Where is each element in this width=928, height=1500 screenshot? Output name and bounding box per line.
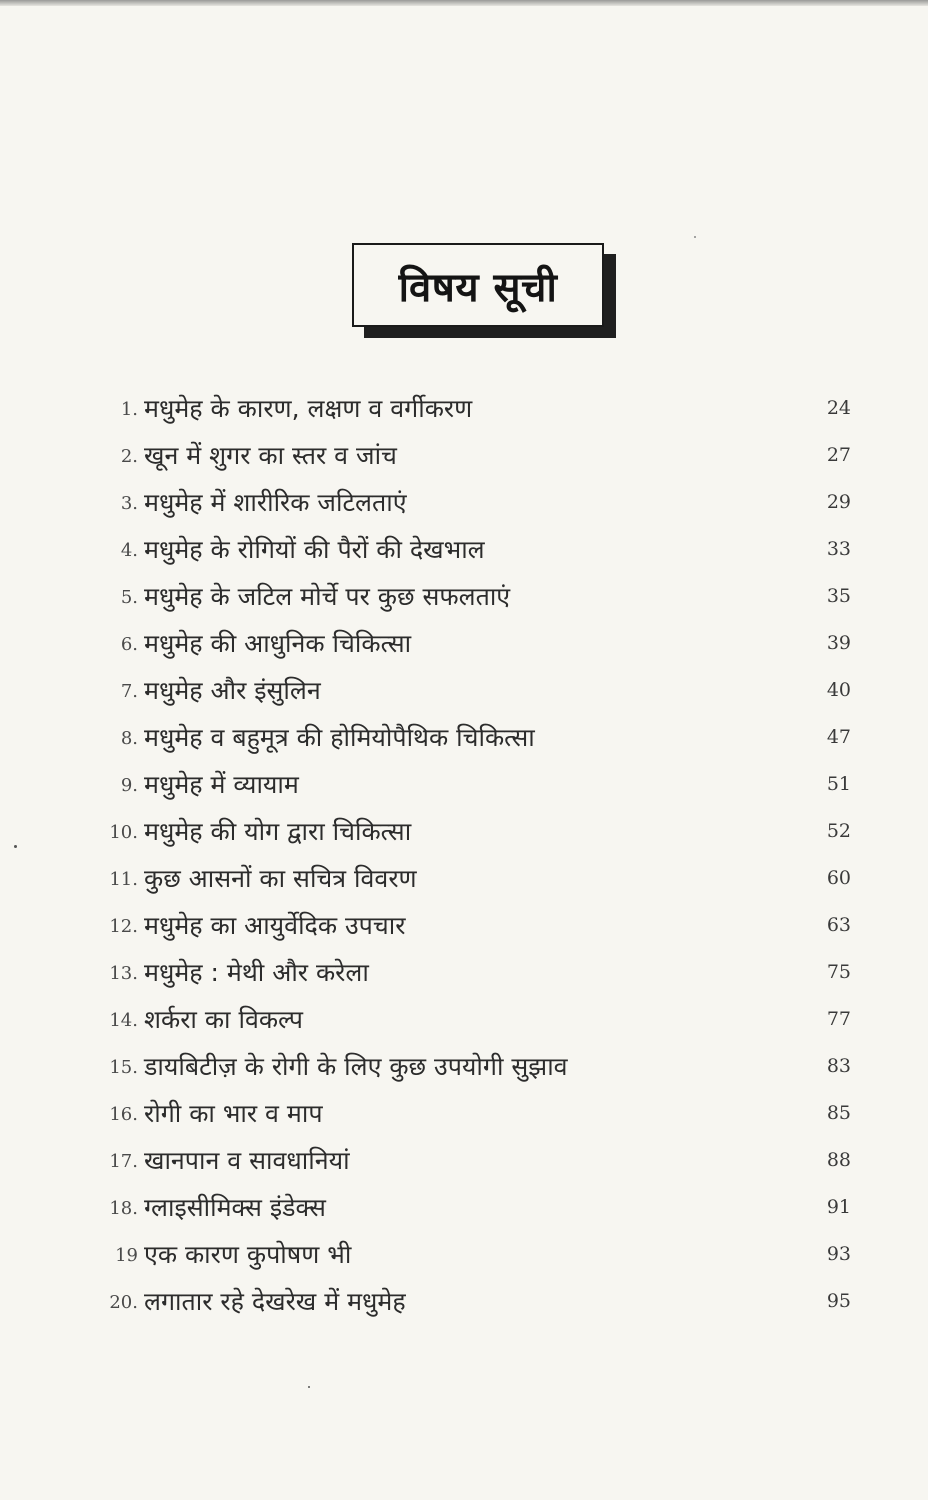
toc-entry-page: 88	[826, 1149, 851, 1171]
toc-entry-title: मधुमेह की योग द्वारा चिकित्सा	[144, 817, 412, 846]
toc-entry-page: 77	[826, 1008, 851, 1030]
toc-entry-number: 5.	[120, 587, 138, 608]
toc-entry-number: 6.	[120, 634, 138, 655]
toc-entry-number: 9.	[120, 775, 138, 796]
toc-entry-page: 52	[826, 820, 851, 842]
toc-entry-number: 1.	[120, 399, 138, 420]
toc-entry	[0, 1231, 928, 1278]
toc-entry	[0, 667, 928, 714]
toc-entry-number: 20.	[109, 1292, 138, 1313]
toc-entry-number: 13.	[109, 963, 138, 984]
toc-entry-number: 16.	[109, 1104, 138, 1125]
toc-entry-number: 14.	[109, 1010, 138, 1031]
toc-entry-title: ग्लाइसीमिक्स इंडेक्स	[144, 1193, 326, 1222]
toc-entry	[0, 479, 928, 526]
toc-entry-number: 8.	[120, 728, 138, 749]
toc-entry-page: 27	[826, 444, 851, 466]
toc-entry-page: 29	[826, 491, 851, 513]
toc-entry-page: 93	[826, 1243, 851, 1265]
toc-entry-title: मधुमेह व बहुमूत्र की होमियोपैथिक चिकित्सा	[144, 723, 535, 752]
toc-entry-title: मधुमेह के रोगियों की पैरों की देखभाल	[144, 535, 485, 564]
toc-entry-title: शर्करा का विकल्प	[144, 1005, 303, 1034]
paper-speck	[14, 845, 17, 848]
toc-entry	[0, 1184, 928, 1231]
toc-entry-title: मधुमेह और इंसुलिन	[144, 676, 321, 705]
toc-entry-title: कुछ आसनों का सचित्र विवरण	[144, 864, 417, 893]
toc-entry	[0, 385, 928, 432]
toc-entry-title: मधुमेह : मेथी और करेला	[144, 958, 369, 987]
toc-entry-title: डायबिटीज़ के रोगी के लिए कुछ उपयोगी सुझाव	[144, 1052, 568, 1081]
toc-entry	[0, 1043, 928, 1090]
toc-entry-number: 7.	[120, 681, 138, 702]
toc-entry-page: 24	[826, 397, 851, 419]
toc-entry-title: मधुमेह के जटिल मोर्चे पर कुछ सफलताएं	[144, 582, 511, 611]
table-of-contents	[0, 385, 928, 1325]
toc-entry-page: 95	[826, 1290, 851, 1312]
toc-entry-page: 83	[826, 1055, 851, 1077]
toc-entry-page: 39	[826, 632, 851, 654]
toc-entry	[0, 855, 928, 902]
toc-entry	[0, 526, 928, 573]
toc-entry	[0, 1137, 928, 1184]
toc-entry-title: लगातार रहे देखरेख में मधुमेह	[144, 1287, 406, 1316]
toc-entry-number: 2.	[120, 446, 138, 467]
toc-entry-title: मधुमेह की आधुनिक चिकित्सा	[144, 629, 412, 658]
toc-entry-title: मधुमेह का आयुर्वेदिक उपचार	[144, 911, 406, 940]
toc-entry-title: खून में शुगर का स्तर व जांच	[144, 441, 397, 470]
toc-entry	[0, 996, 928, 1043]
toc-entry-page: 63	[826, 914, 851, 936]
toc-entry-page: 75	[826, 961, 851, 983]
toc-entry	[0, 1278, 928, 1325]
title-box	[352, 243, 604, 327]
toc-entry	[0, 902, 928, 949]
toc-entry	[0, 808, 928, 855]
toc-entry-title: रोगी का भार व माप	[144, 1099, 323, 1128]
toc-entry-number: 4.	[120, 540, 138, 561]
toc-entry	[0, 432, 928, 479]
page-top-edge	[0, 0, 928, 6]
toc-entry-title: खानपान व सावधानियां	[144, 1146, 350, 1175]
toc-entry-number: 10.	[109, 822, 138, 843]
toc-entry	[0, 761, 928, 808]
toc-entry-page: 85	[826, 1102, 851, 1124]
toc-entry	[0, 573, 928, 620]
toc-entry-number: 15.	[109, 1057, 138, 1078]
toc-entry-page: 47	[826, 726, 851, 748]
toc-entry-page: 60	[826, 867, 851, 889]
paper-speck	[694, 236, 696, 238]
toc-entry-number: 12.	[109, 916, 138, 937]
toc-entry	[0, 620, 928, 667]
toc-entry-number: 17.	[109, 1151, 138, 1172]
toc-entry-title: मधुमेह में शारीरिक जटिलताएं	[144, 488, 407, 517]
toc-entry-title: एक कारण कुपोषण भी	[144, 1240, 352, 1269]
toc-entry-title: मधुमेह में व्यायाम	[144, 770, 299, 799]
toc-entry	[0, 714, 928, 761]
toc-entry-number: 18.	[109, 1198, 138, 1219]
toc-entry	[0, 949, 928, 996]
toc-entry-page: 33	[826, 538, 851, 560]
toc-entry-page: 40	[826, 679, 851, 701]
toc-entry-number: 3.	[120, 493, 138, 514]
toc-entry-number: 19	[115, 1245, 138, 1266]
toc-entry-number: 11.	[109, 869, 138, 890]
toc-entry-page: 35	[826, 585, 851, 607]
page-title: विषय सूची	[398, 264, 558, 311]
toc-entry-page: 51	[826, 773, 851, 795]
toc-entry-page: 91	[826, 1196, 851, 1218]
toc-entry	[0, 1090, 928, 1137]
paper-speck	[308, 1386, 310, 1388]
toc-entry-title: मधुमेह के कारण, लक्षण व वर्गीकरण	[144, 394, 473, 423]
